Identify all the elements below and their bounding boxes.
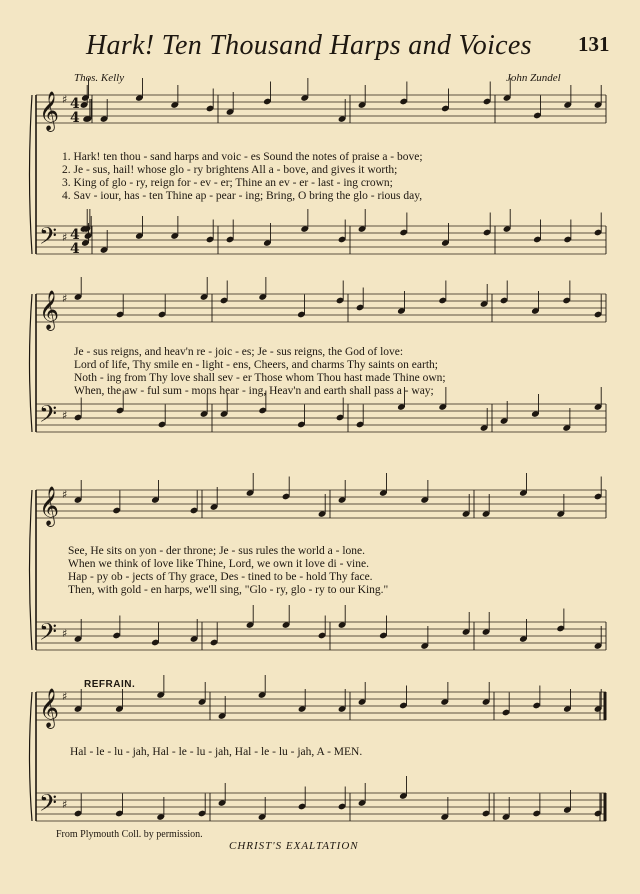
lyrics-system-2 (74, 346, 446, 398)
brace (30, 490, 33, 650)
lyric-verse-1: See, He sits on yon - der throne; Je - sus rules the world a - lone. (68, 545, 366, 557)
time-signature: 4 (70, 110, 80, 126)
sharp-icon: ♯ (62, 292, 68, 305)
sharp-icon: ♯ (62, 231, 68, 244)
time-signature: 4 (70, 227, 80, 243)
treble-clef-icon: 𝄞 (39, 688, 60, 728)
lyric-verse-2: Lord of life, Thy smile en - light - ens, Cheers, and charms Thy saints on earth; (74, 359, 438, 371)
lyrics-system-1 (62, 151, 423, 203)
bass-clef-icon: 𝄢 (39, 618, 58, 651)
lyric-verse-2: When we think of love like Thine, Lord, we own it love di - vine. (68, 558, 369, 570)
brace (30, 95, 33, 254)
composer-credit: John Zundel (506, 72, 561, 84)
permission-credit: From Plymouth Coll. by permission. (56, 829, 203, 840)
lyric-verse-1: Je - sus reigns, and heav'n re - joic - es; Je - sus reigns, the God of love: (74, 346, 404, 358)
bass-clef-icon: 𝄢 (39, 789, 58, 822)
lyric-verse-3: Hap - py ob - jects of Thy grace, Des - tined to be - hold Thy face. (68, 571, 373, 583)
lyric-verse-3: Noth - ing from Thy love shall sev - er Those whom Thou hast made Thine own; (74, 372, 446, 384)
treble-clef-icon: 𝄞 (39, 486, 60, 526)
lyric-verse-4: 4. Sav - iour, has - ten Thine ap - pear - ing; Bring, O bring the glo - rious day, (62, 190, 423, 202)
lyric-verse-2: 2. Je - sus, hail! whose glo - ry brightens All a - bove, and gives it worth; (62, 164, 398, 176)
refrain-label: REFRAIN. (84, 679, 136, 690)
sharp-icon: ♯ (62, 488, 68, 501)
brace (30, 294, 33, 432)
lyric-verse-4: When, the aw - ful sum - mons hear - ing, Heav'n and earth shall pass a - way; (74, 385, 434, 397)
sharp-icon: ♯ (62, 627, 68, 640)
hymn-title: Hark! Ten Thousand Harps and Voices (86, 30, 532, 61)
sharp-icon: ♯ (62, 798, 68, 811)
lyricist-credit: Thos. Kelly (74, 72, 125, 84)
treble-clef-icon: 𝄞 (39, 290, 60, 330)
lyric-refrain-line: Hal - le - lu - jah, Hal - le - lu - jah, Hal - le - lu - jah, A - MEN. (70, 746, 363, 758)
lyrics-system-3 (68, 545, 388, 597)
brace (30, 692, 33, 821)
lyric-verse-4: Then, with gold - en harps, we'll sing, "Glo - ry, glo - ry to our King." (68, 584, 389, 596)
time-signature: 4 (70, 96, 80, 112)
treble-clef-icon: 𝄞 (39, 91, 60, 131)
lyric-verse-1: 1. Hark! ten thou - sand harps and voic - es Sound the notes of praise a - bove; (62, 151, 423, 163)
tune-name: CHRIST'S EXALTATION (229, 840, 359, 852)
sharp-icon: ♯ (62, 409, 68, 422)
sharp-icon: ♯ (62, 690, 68, 703)
bass-clef-icon: 𝄢 (39, 222, 58, 255)
lyrics-refrain (70, 746, 362, 759)
page-number: 131 (578, 32, 610, 56)
lyric-verse-3: 3. King of glo - ry, reign for - ev - er; Thine an ev - er - last - ing crown; (62, 177, 393, 189)
sharp-icon: ♯ (62, 93, 68, 106)
bass-clef-icon: 𝄢 (39, 400, 58, 433)
time-signature: 4 (70, 241, 80, 257)
